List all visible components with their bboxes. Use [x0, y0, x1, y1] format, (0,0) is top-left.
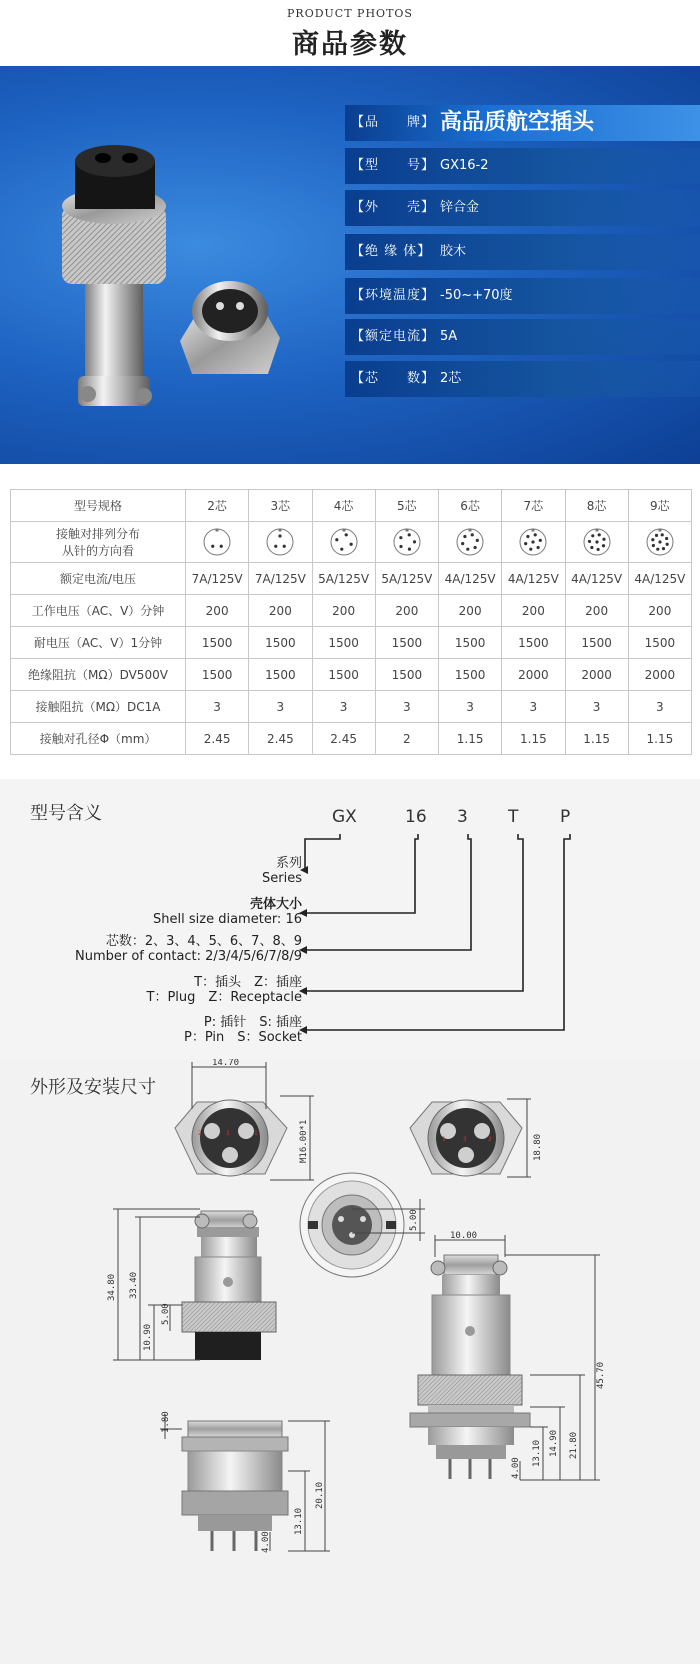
pin-dot — [413, 540, 416, 543]
pin-dot — [466, 548, 469, 551]
pin-layout-diagram — [265, 527, 295, 557]
pin-dot — [602, 538, 605, 541]
side-view-receptacle — [182, 1211, 276, 1360]
pin-dot — [588, 540, 591, 543]
table-cell: 1500 — [628, 627, 691, 659]
spec-value: 锌合金 — [440, 200, 480, 215]
pin-dot — [662, 547, 665, 550]
pin-dot — [211, 545, 214, 548]
table-body — [11, 563, 692, 755]
pin-dot — [597, 533, 600, 536]
table-cell: 2 — [375, 723, 438, 755]
table-pin-layout-row — [11, 522, 692, 563]
side-view-socket-bottom — [182, 1421, 288, 1551]
table-cell: 1500 — [502, 627, 565, 659]
pin-layout-diagram — [518, 527, 548, 557]
dim-label: 5.00 — [409, 1209, 419, 1231]
pin-layout-key — [469, 529, 472, 532]
meaning-pin-type-en: P：Pin S：Socket — [183, 1030, 302, 1045]
spec-value: 胶木 — [440, 244, 467, 259]
table-row — [11, 691, 692, 723]
front-view-receptacle — [175, 1100, 287, 1176]
pin-layout-label-line2: 从针的方向看 — [61, 544, 134, 558]
meaning-contacts-cn: 芯数：2、3、4、5、6、7、8、9 — [105, 934, 302, 949]
spec-value: 高品质航空插头 — [440, 110, 595, 135]
svg-text:2: 2 — [488, 1136, 492, 1143]
table-cell: 4A/125V — [565, 563, 628, 595]
table-row-label: 接触阻抗（MΩ）DC1A — [11, 691, 186, 723]
pin-dot — [591, 534, 594, 537]
table-row — [11, 563, 692, 595]
pin-layout-outline — [267, 529, 293, 555]
pin-dot — [596, 548, 599, 551]
table-cell: 200 — [375, 595, 438, 627]
table-cell: 1500 — [439, 627, 502, 659]
table-cell: 200 — [502, 595, 565, 627]
pin-dot — [590, 546, 593, 549]
spec-temperature-row — [345, 278, 700, 314]
dim-label: 10.90 — [143, 1323, 153, 1351]
dim-label: 14.70 — [212, 1059, 240, 1068]
model-meaning-title: 型号含义 — [30, 803, 102, 824]
dim-label: 20.10 — [315, 1481, 325, 1509]
table-row-label: 绝缘阻抗（MΩ）DV500V — [11, 659, 186, 691]
table-cell: 1500 — [375, 659, 438, 691]
table-cell: 1.15 — [628, 723, 691, 755]
product-banner — [0, 66, 700, 464]
table-cell: 200 — [439, 595, 502, 627]
code-part-pin: P — [560, 807, 571, 827]
pin-layout-key — [279, 529, 282, 532]
pin-layout-key — [532, 529, 535, 532]
table-cell: 5A/125V — [312, 563, 375, 595]
table-cell: 4A/125V — [439, 563, 502, 595]
table-header-row — [11, 490, 692, 522]
table-cell: 4A/125V — [628, 563, 691, 595]
pin-layout-diagram — [582, 527, 612, 557]
table-row-label: 接触对孔径Φ（mm） — [11, 723, 186, 755]
model-meaning-arrows — [0, 779, 700, 1059]
svg-text:3: 3 — [226, 1130, 230, 1137]
pin-dot — [399, 536, 402, 539]
spec-label: 【额定电流】 — [351, 329, 436, 344]
svg-text:1: 1 — [442, 1136, 446, 1143]
pin-dot — [283, 545, 286, 548]
meaning-series-cn: 系列 — [275, 856, 302, 871]
table-col-header: 9芯 — [628, 490, 691, 522]
meaning-series-en: Series — [262, 871, 302, 886]
table-cell: 1500 — [249, 659, 312, 691]
pin-dot — [220, 545, 223, 548]
pin-dot — [655, 534, 658, 537]
spec-value: GX16-2 — [440, 158, 489, 173]
table-cell: 1.15 — [502, 723, 565, 755]
pin-dot — [527, 535, 530, 538]
pin-layout-key — [658, 529, 661, 532]
table-cell: 2.45 — [249, 723, 312, 755]
pin-dot — [463, 535, 466, 538]
svg-text:2: 2 — [198, 1130, 202, 1137]
dim-label: 4.00 — [261, 1531, 271, 1553]
table-cell: 1500 — [375, 627, 438, 659]
spec-label: 【环境温度】 — [351, 288, 436, 303]
table-row-label: 额定电流/电压 — [11, 563, 186, 595]
table-col-header: 3芯 — [249, 490, 312, 522]
spec-value: -50~+70度 — [440, 288, 513, 303]
pin-dot — [602, 544, 605, 547]
pin-dot — [335, 538, 338, 541]
pin-dot — [476, 539, 479, 542]
pin-dot — [658, 540, 661, 543]
dim-label: 4.00 — [511, 1457, 521, 1479]
table-cell: 4A/125V — [502, 563, 565, 595]
table-cell: 3 — [186, 691, 249, 723]
spec-current-row — [345, 319, 700, 355]
pin-dot — [340, 548, 343, 551]
dim-label: M16.00*1 — [299, 1119, 309, 1163]
side-view-plug — [410, 1255, 530, 1479]
table-cell: 200 — [186, 595, 249, 627]
pin-dot — [408, 548, 411, 551]
spec-cores-row — [345, 361, 700, 397]
pin-dot — [532, 540, 535, 543]
front-view-plug — [410, 1100, 522, 1176]
table-header-label: 型号规格 — [11, 490, 186, 522]
spec-value: 5A — [440, 329, 458, 344]
meaning-contacts-en: Number of contact: 2/3/4/5/6/7/8/9 — [74, 949, 302, 964]
pin-dot — [660, 533, 663, 536]
pin-layout-key — [405, 529, 408, 532]
dim-label: 21.80 — [569, 1431, 579, 1459]
table-cell: 200 — [249, 595, 312, 627]
pin-dot — [534, 533, 537, 536]
table-row — [11, 595, 692, 627]
spec-brand-row — [345, 105, 700, 141]
code-part-gx: GX — [332, 807, 357, 827]
pin-dot — [399, 545, 402, 548]
dim-label: 34.80 — [107, 1273, 117, 1301]
table-cell: 7A/125V — [186, 563, 249, 595]
pin-layout-cell — [565, 522, 628, 563]
table-cell: 5A/125V — [375, 563, 438, 595]
table-cell: 3 — [439, 691, 502, 723]
spec-table — [10, 489, 692, 755]
pin-layout-cell — [439, 522, 502, 563]
pin-layout-outline — [457, 529, 483, 555]
spec-label: 【型 号】 — [351, 158, 436, 173]
meaning-plug-type-cn: T：插头 Z：插座 — [194, 975, 302, 990]
pin-layout-cell — [502, 522, 565, 563]
dimension-drawings — [0, 1059, 700, 1664]
table-cell: 3 — [312, 691, 375, 723]
table-row-label: 耐电压（AC、V）1分钟 — [11, 627, 186, 659]
pin-layout-diagram — [645, 527, 675, 557]
table-cell: 1500 — [186, 659, 249, 691]
table-cell: 2.45 — [186, 723, 249, 755]
meaning-plug-type-en: T：Plug Z：Receptacle — [146, 990, 302, 1005]
table-cell: 3 — [628, 691, 691, 723]
table-cell: 2000 — [565, 659, 628, 691]
table-cell: 200 — [565, 595, 628, 627]
spec-model-row — [345, 148, 700, 184]
pin-dot — [471, 533, 474, 536]
code-part-type: T — [508, 807, 519, 827]
table-cell: 2000 — [628, 659, 691, 691]
dimensions-section — [0, 1059, 700, 1664]
table-cell: 200 — [628, 595, 691, 627]
meaning-shell-size — [153, 897, 302, 927]
table-cell: 3 — [249, 691, 312, 723]
pin-layout-label-line1: 接触对排列分布 — [55, 527, 140, 541]
meaning-contacts — [75, 934, 302, 964]
product-photo-connector — [40, 126, 370, 426]
meaning-pin-type-cn: P: 插针 S: 插座 — [203, 1015, 302, 1030]
table-col-header: 7芯 — [502, 490, 565, 522]
table-cell: 1500 — [249, 627, 312, 659]
pin-layout-cell — [628, 522, 691, 563]
pin-dot — [461, 542, 464, 545]
meaning-plug-type — [147, 975, 302, 1005]
table-cell: 2.45 — [312, 723, 375, 755]
pin-dot — [279, 534, 282, 537]
table-row — [11, 627, 692, 659]
table-cell: 3 — [375, 691, 438, 723]
table-cell: 3 — [502, 691, 565, 723]
pin-layout-key — [595, 529, 598, 532]
table-cell: 1500 — [565, 627, 628, 659]
dim-label: 13.10 — [294, 1507, 304, 1535]
dim-label: 14.90 — [549, 1429, 559, 1457]
meaning-shell-size-en: Shell size diameter: 16 — [153, 912, 302, 927]
pin-layout-label — [11, 522, 186, 563]
dim-label: 45.70 — [596, 1361, 606, 1389]
pin-dot — [530, 548, 533, 551]
dim-label: 33.40 — [129, 1271, 139, 1299]
pin-dot — [539, 539, 542, 542]
pin-layout-cell — [186, 522, 249, 563]
table-cell: 1500 — [186, 627, 249, 659]
spec-insulator-row — [345, 234, 700, 270]
pin-dot — [665, 543, 668, 546]
pin-layout-outline — [331, 529, 357, 555]
spec-label: 【外 壳】 — [351, 200, 436, 215]
spec-label: 【品 牌】 — [351, 115, 436, 130]
dim-label: 13.10 — [532, 1439, 542, 1467]
spec-label: 【绝 缘 体】 — [351, 244, 432, 259]
pin-dot — [595, 540, 598, 543]
table-col-header: 8芯 — [565, 490, 628, 522]
spec-shell-row — [345, 190, 700, 226]
pin-layout-cell — [249, 522, 312, 563]
pin-layout-diagram — [329, 527, 359, 557]
pin-dot — [537, 546, 540, 549]
pin-dot — [474, 546, 477, 549]
pin-dot — [651, 538, 654, 541]
pin-dot — [656, 548, 659, 551]
table-row — [11, 659, 692, 691]
pin-dot — [524, 542, 527, 545]
pin-layout-key — [342, 529, 345, 532]
header-title: 商品参数 — [292, 29, 408, 60]
table-cell: 1500 — [312, 659, 375, 691]
pin-dot — [407, 533, 410, 536]
dimensions-title: 外形及安装尺寸 — [30, 1077, 156, 1098]
table-row-label: 工作电压（AC、V）分钟 — [11, 595, 186, 627]
pin-layout-cell — [312, 522, 375, 563]
spec-label: 【芯 数】 — [351, 371, 436, 386]
table-cell: 1500 — [439, 659, 502, 691]
pin-dot — [344, 533, 347, 536]
table-col-header: 6芯 — [439, 490, 502, 522]
table-col-header: 5芯 — [375, 490, 438, 522]
pin-layout-outline — [204, 529, 230, 555]
pin-layout-outline — [394, 529, 420, 555]
table-cell: 7A/125V — [249, 563, 312, 595]
meaning-shell-size-cn: 壳体大小 — [249, 897, 302, 912]
pin-dot — [349, 543, 352, 546]
model-meaning-section — [0, 779, 700, 1059]
table-cell: 1.15 — [439, 723, 502, 755]
pin-layout-cell — [375, 522, 438, 563]
spec-value: 2芯 — [440, 371, 462, 386]
top-view-receptacle — [300, 1173, 404, 1277]
svg-text:3: 3 — [463, 1136, 467, 1143]
table-cell: 3 — [565, 691, 628, 723]
pin-dot — [275, 545, 278, 548]
meaning-series — [262, 856, 302, 886]
pin-layout-diagram — [455, 527, 485, 557]
table-cell: 200 — [312, 595, 375, 627]
dim-label: 10.00 — [450, 1231, 478, 1241]
table-cell: 2000 — [502, 659, 565, 691]
table-cell: 1.15 — [565, 723, 628, 755]
meaning-pin-type — [184, 1015, 302, 1045]
pin-layout-key — [216, 529, 219, 532]
table-row — [11, 723, 692, 755]
table-cell: 1500 — [312, 627, 375, 659]
table-col-header: 4芯 — [312, 490, 375, 522]
dim-label: 18.80 — [533, 1133, 543, 1161]
pin-layout-diagram — [202, 527, 232, 557]
dim-label: 1.80 — [161, 1411, 171, 1433]
table-col-header: 2芯 — [186, 490, 249, 522]
dim-label: 5.00 — [161, 1303, 171, 1325]
pin-layout-diagram — [392, 527, 422, 557]
svg-text:1: 1 — [254, 1130, 258, 1137]
code-part-size: 16 — [405, 807, 427, 827]
pin-dot — [665, 537, 668, 540]
pin-dot — [652, 544, 655, 547]
code-part-contacts: 3 — [457, 807, 468, 827]
section-header — [0, 0, 700, 66]
header-subtitle: PRODUCT PHOTOS — [287, 7, 413, 20]
